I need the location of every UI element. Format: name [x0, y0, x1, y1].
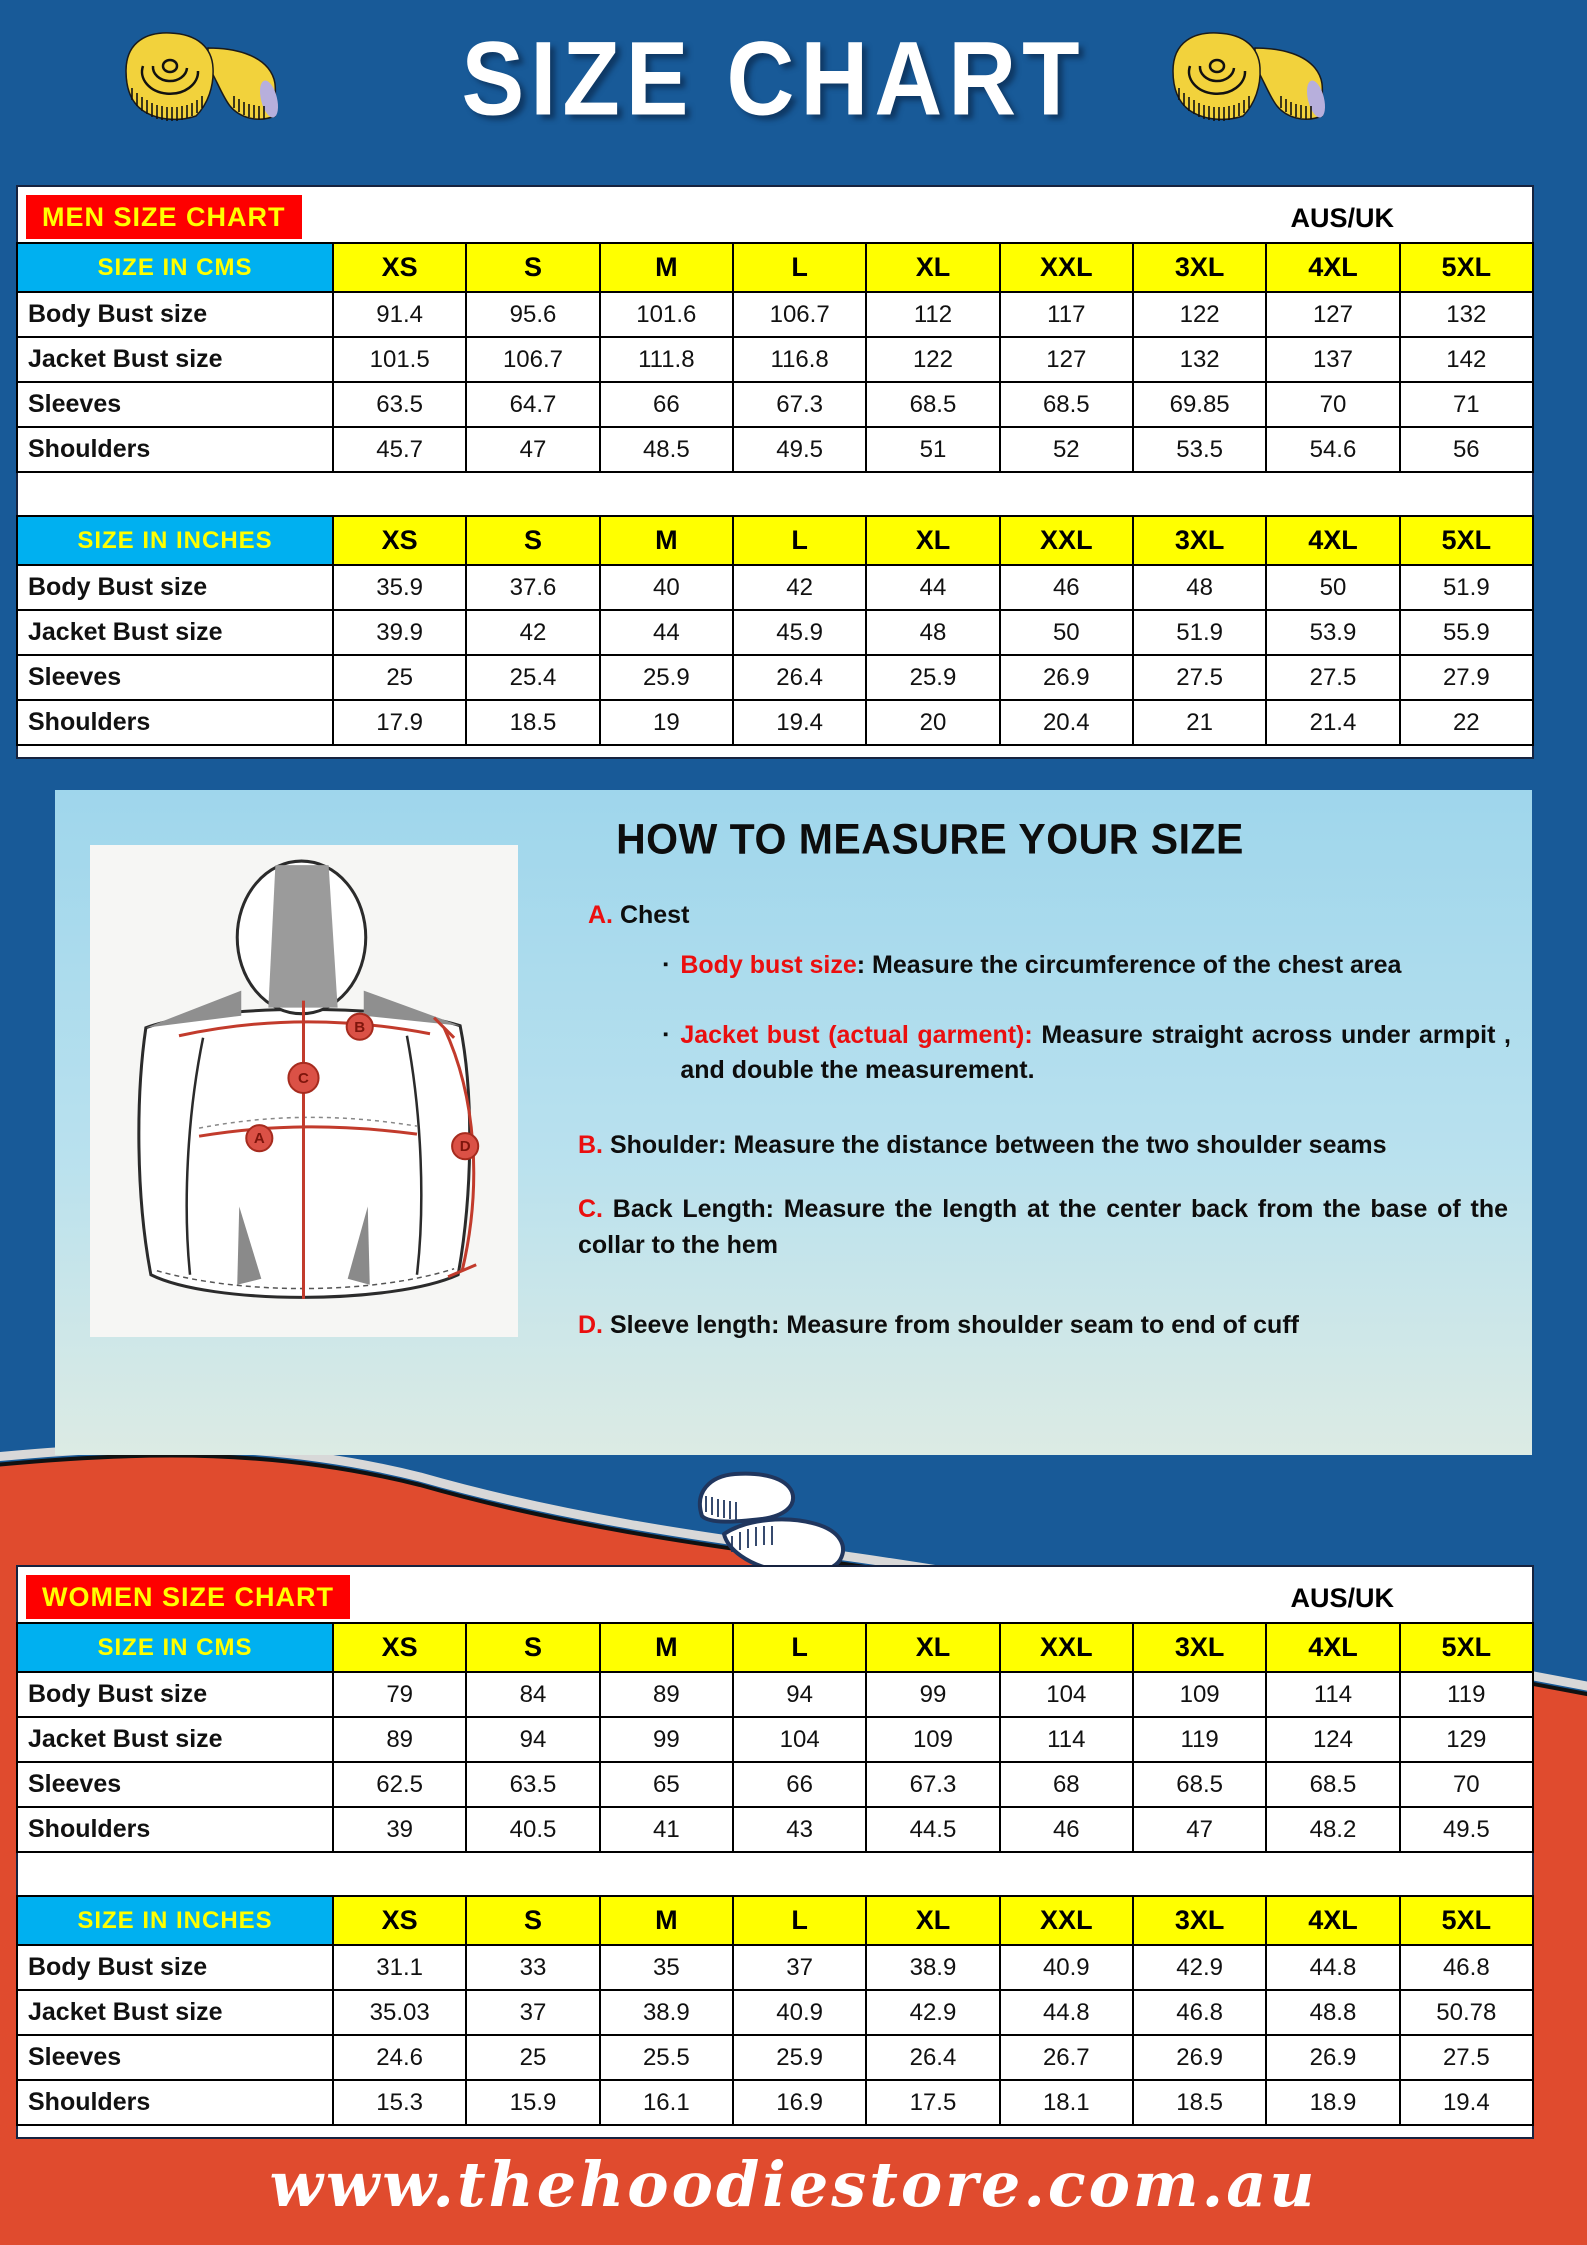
cell: 99 — [866, 1672, 999, 1717]
cell: 25.4 — [466, 655, 599, 700]
size-col-header: M — [600, 243, 733, 292]
unit-header: SIZE IN INCHES — [17, 1896, 333, 1945]
size-col-header: S — [466, 243, 599, 292]
cell: 40 — [600, 565, 733, 610]
cell: 25.9 — [866, 655, 999, 700]
cell: 68.5 — [1133, 1762, 1266, 1807]
cell: 44 — [866, 565, 999, 610]
cell: 48 — [866, 610, 999, 655]
cell: 33 — [466, 1945, 599, 1990]
size-col-header: XXL — [1000, 1623, 1133, 1672]
cell: 44 — [600, 610, 733, 655]
cell: 132 — [1400, 292, 1533, 337]
cell: 49.5 — [733, 427, 866, 472]
cell: 122 — [1133, 292, 1266, 337]
cell: 68.5 — [1000, 382, 1133, 427]
size-col-header: S — [466, 516, 599, 565]
row-label: Shoulders — [17, 2080, 333, 2125]
cell: 19.4 — [1400, 2080, 1533, 2125]
cell: 26.9 — [1266, 2035, 1399, 2080]
bullet-jacket-bust — [663, 1018, 1511, 1087]
jacket-measurement-diagram — [90, 845, 518, 1337]
unit-header: SIZE IN INCHES — [17, 516, 333, 565]
size-col-header: XL — [866, 516, 999, 565]
cell: 26.9 — [1133, 2035, 1266, 2080]
bullet-text: Body bust size: Measure the circumference of the chest area — [680, 951, 1402, 979]
women-chart-banner: WOMEN SIZE CHART — [26, 1575, 350, 1619]
table-row — [17, 2035, 1533, 2080]
cell: 127 — [1000, 337, 1133, 382]
cell: 109 — [866, 1717, 999, 1762]
cell: 24.6 — [333, 2035, 466, 2080]
tape-measure-icon — [688, 1466, 878, 1581]
size-col-header: 4XL — [1266, 516, 1399, 565]
cell: 54.6 — [1266, 427, 1399, 472]
cell: 17.5 — [866, 2080, 999, 2125]
diagram-label-a: A — [253, 1130, 265, 1148]
cell: 15.3 — [333, 2080, 466, 2125]
size-col-header: L — [733, 1623, 866, 1672]
cell: 70 — [1266, 382, 1399, 427]
tape-measure-icon — [1165, 26, 1370, 126]
men-inches-table — [16, 515, 1534, 746]
bullet-square-icon: ▪ — [663, 1026, 669, 1043]
cell: 40.5 — [466, 1807, 599, 1852]
cell: 122 — [866, 337, 999, 382]
size-col-header: 4XL — [1266, 1623, 1399, 1672]
cell: 89 — [333, 1717, 466, 1762]
cell: 56 — [1400, 427, 1533, 472]
diagram-label-c: C — [298, 1069, 309, 1087]
cell: 26.7 — [1000, 2035, 1133, 2080]
cell: 19.4 — [733, 700, 866, 745]
cell: 25.9 — [600, 655, 733, 700]
cell: 68.5 — [1266, 1762, 1399, 1807]
cell: 44.8 — [1000, 1990, 1133, 2035]
cell: 119 — [1400, 1672, 1533, 1717]
cell: 25.5 — [600, 2035, 733, 2080]
cell: 50 — [1266, 565, 1399, 610]
row-label: Shoulders — [17, 1807, 333, 1852]
size-col-header: 3XL — [1133, 243, 1266, 292]
cell: 18.5 — [466, 700, 599, 745]
tape-measure-icon — [118, 26, 323, 126]
cell: 67.3 — [733, 382, 866, 427]
cell: 20.4 — [1000, 700, 1133, 745]
cell: 16.1 — [600, 2080, 733, 2125]
table-row — [17, 292, 1533, 337]
section-a-label: Chest — [619, 901, 690, 929]
cell: 106.7 — [466, 337, 599, 382]
row-label: Jacket Bust size — [17, 610, 333, 655]
cell: 39.9 — [333, 610, 466, 655]
cell: 48.2 — [1266, 1807, 1399, 1852]
cell: 40.9 — [733, 1990, 866, 2035]
cell: 41 — [600, 1807, 733, 1852]
size-col-header: 3XL — [1133, 516, 1266, 565]
size-col-header: XS — [333, 516, 466, 565]
cell: 39 — [333, 1807, 466, 1852]
size-col-header: 4XL — [1266, 243, 1399, 292]
cell: 26.4 — [866, 2035, 999, 2080]
size-col-header: XS — [333, 1623, 466, 1672]
row-label: Body Bust size — [17, 292, 333, 337]
cell: 55.9 — [1400, 610, 1533, 655]
size-col-header: L — [733, 243, 866, 292]
cell: 137 — [1266, 337, 1399, 382]
size-col-header: 5XL — [1400, 1896, 1533, 1945]
cell: 21.4 — [1266, 700, 1399, 745]
cell: 117 — [1000, 292, 1133, 337]
cell: 40.9 — [1000, 1945, 1133, 1990]
size-col-header: M — [600, 1896, 733, 1945]
size-col-header: S — [466, 1623, 599, 1672]
section-d-text: D. Sleeve length: Measure from shoulder seam to end of cuff — [578, 1311, 1299, 1339]
table-row — [17, 1672, 1533, 1717]
size-col-header: L — [733, 1896, 866, 1945]
cell: 17.9 — [333, 700, 466, 745]
cell: 21 — [1133, 700, 1266, 745]
table-row — [17, 565, 1533, 610]
table-row — [17, 1717, 1533, 1762]
section-c-text: C. Back Length: Measure the length at the center back from the base of the collar to the hem — [578, 1195, 1508, 1259]
size-col-header: XS — [333, 243, 466, 292]
cell: 26.9 — [1000, 655, 1133, 700]
how-to-title: HOW TO MEASURE YOUR SIZE — [616, 814, 1244, 864]
cell: 112 — [866, 292, 999, 337]
table-row — [17, 382, 1533, 427]
size-col-header: L — [733, 516, 866, 565]
cell: 46.8 — [1400, 1945, 1533, 1990]
row-label: Sleeves — [17, 1762, 333, 1807]
size-col-header: 3XL — [1133, 1896, 1266, 1945]
cell: 111.8 — [600, 337, 733, 382]
row-label: Body Bust size — [17, 1672, 333, 1717]
cell: 46 — [1000, 1807, 1133, 1852]
table-row — [17, 337, 1533, 382]
cell: 119 — [1133, 1717, 1266, 1762]
cell: 35.9 — [333, 565, 466, 610]
cell: 127 — [1266, 292, 1399, 337]
cell: 42.9 — [866, 1990, 999, 2035]
cell: 91.4 — [333, 292, 466, 337]
cell: 101.5 — [333, 337, 466, 382]
cell: 68 — [1000, 1762, 1133, 1807]
size-col-header: XXL — [1000, 1896, 1133, 1945]
size-col-header: XXL — [1000, 516, 1133, 565]
cell: 142 — [1400, 337, 1533, 382]
cell: 43 — [733, 1807, 866, 1852]
region-label: AUS/UK — [1290, 203, 1394, 233]
cell: 66 — [733, 1762, 866, 1807]
row-label: Jacket Bust size — [17, 1990, 333, 2035]
size-col-header: 4XL — [1266, 1896, 1399, 1945]
cell: 37.6 — [466, 565, 599, 610]
cell: 42.9 — [1133, 1945, 1266, 1990]
women-cms-table — [16, 1622, 1534, 1853]
cell: 27.9 — [1400, 655, 1533, 700]
size-col-header: XXL — [1000, 243, 1133, 292]
cell: 49.5 — [1400, 1807, 1533, 1852]
cell: 46 — [1000, 565, 1133, 610]
cell: 37 — [733, 1945, 866, 1990]
size-col-header: 5XL — [1400, 1623, 1533, 1672]
cell: 116.8 — [733, 337, 866, 382]
cell: 95.6 — [466, 292, 599, 337]
cell: 53.5 — [1133, 427, 1266, 472]
cell: 106.7 — [733, 292, 866, 337]
cell: 129 — [1400, 1717, 1533, 1762]
cell: 50 — [1000, 610, 1133, 655]
row-label: Sleeves — [17, 382, 333, 427]
men-chart-banner: MEN SIZE CHART — [26, 195, 302, 239]
cell: 38.9 — [866, 1945, 999, 1990]
unit-header: SIZE IN CMS — [17, 243, 333, 292]
men-cms-table — [16, 242, 1534, 473]
cell: 51.9 — [1400, 565, 1533, 610]
size-col-header: S — [466, 1896, 599, 1945]
cell: 84 — [466, 1672, 599, 1717]
cell: 71 — [1400, 382, 1533, 427]
cell: 64.7 — [466, 382, 599, 427]
cell: 37 — [466, 1990, 599, 2035]
cell: 114 — [1266, 1672, 1399, 1717]
cell: 18.5 — [1133, 2080, 1266, 2125]
row-label: Sleeves — [17, 655, 333, 700]
women-inches-table — [16, 1895, 1534, 2126]
cell: 25.9 — [733, 2035, 866, 2080]
cell: 20 — [866, 700, 999, 745]
cell: 63.5 — [466, 1762, 599, 1807]
table-row — [17, 1762, 1533, 1807]
page-title: SIZE CHART — [461, 19, 1086, 137]
how-to-measure-panel — [55, 790, 1532, 1455]
cell: 114 — [1000, 1717, 1133, 1762]
diagram-label-d: D — [459, 1138, 471, 1156]
row-label: Jacket Bust size — [17, 337, 333, 382]
cell: 67.3 — [866, 1762, 999, 1807]
row-label: Shoulders — [17, 427, 333, 472]
cell: 70 — [1400, 1762, 1533, 1807]
cell: 63.5 — [333, 382, 466, 427]
size-col-header: XL — [866, 243, 999, 292]
cell: 26.4 — [733, 655, 866, 700]
cell: 48.5 — [600, 427, 733, 472]
cell: 27.5 — [1400, 2035, 1533, 2080]
bullet-body-bust — [663, 948, 1511, 983]
men-size-chart-panel — [16, 185, 1534, 759]
cell: 35 — [600, 1945, 733, 1990]
cell: 124 — [1266, 1717, 1399, 1762]
row-label: Shoulders — [17, 700, 333, 745]
cell: 51.9 — [1133, 610, 1266, 655]
table-row — [17, 427, 1533, 472]
cell: 62.5 — [333, 1762, 466, 1807]
region-label: AUS/UK — [1290, 1583, 1394, 1613]
cell: 47 — [466, 427, 599, 472]
size-col-header: XL — [866, 1623, 999, 1672]
cell: 15.9 — [466, 2080, 599, 2125]
size-col-header: M — [600, 516, 733, 565]
cell: 31.1 — [333, 1945, 466, 1990]
cell: 65 — [600, 1762, 733, 1807]
table-row — [17, 1807, 1533, 1852]
row-label: Sleeves — [17, 2035, 333, 2080]
cell: 101.6 — [600, 292, 733, 337]
row-label: Jacket Bust size — [17, 1717, 333, 1762]
cell: 51 — [866, 427, 999, 472]
section-b-text: B. Shoulder: Measure the distance between the two shoulder seams — [578, 1131, 1387, 1159]
diagram-label-b: B — [354, 1018, 366, 1036]
row-label: Body Bust size — [17, 1945, 333, 1990]
cell: 42 — [466, 610, 599, 655]
bullet-square-icon: ▪ — [663, 956, 669, 973]
cell: 89 — [600, 1672, 733, 1717]
size-col-header: XL — [866, 1896, 999, 1945]
cell: 66 — [600, 382, 733, 427]
cell: 35.03 — [333, 1990, 466, 2035]
section-a-heading — [588, 898, 689, 934]
cell: 48.8 — [1266, 1990, 1399, 2035]
bullet-text: Jacket bust (actual garment): Measure straight across under armpit , and double the measurement. — [680, 1021, 1511, 1084]
cell: 104 — [1000, 1672, 1133, 1717]
size-col-header: 5XL — [1400, 516, 1533, 565]
size-col-header: M — [600, 1623, 733, 1672]
cell: 46.8 — [1133, 1990, 1266, 2035]
cell: 18.1 — [1000, 2080, 1133, 2125]
cell: 25 — [466, 2035, 599, 2080]
cell: 44.5 — [866, 1807, 999, 1852]
size-col-header: 5XL — [1400, 243, 1533, 292]
cell: 47 — [1133, 1807, 1266, 1852]
cell: 38.9 — [600, 1990, 733, 2035]
cell: 50.78 — [1400, 1990, 1533, 2035]
cell: 94 — [466, 1717, 599, 1762]
cell: 19 — [600, 700, 733, 745]
cell: 42 — [733, 565, 866, 610]
cell: 94 — [733, 1672, 866, 1717]
cell: 45.7 — [333, 427, 466, 472]
size-col-header: 3XL — [1133, 1623, 1266, 1672]
table-row — [17, 1945, 1533, 1990]
table-row — [17, 700, 1533, 745]
row-label: Body Bust size — [17, 565, 333, 610]
cell: 44.8 — [1266, 1945, 1399, 1990]
cell: 45.9 — [733, 610, 866, 655]
size-col-header: XS — [333, 1896, 466, 1945]
cell: 22 — [1400, 700, 1533, 745]
women-size-chart-panel — [16, 1565, 1534, 2139]
cell: 53.9 — [1266, 610, 1399, 655]
unit-header: SIZE IN CMS — [17, 1623, 333, 1672]
cell: 109 — [1133, 1672, 1266, 1717]
cell: 69.85 — [1133, 382, 1266, 427]
section-a-prefix: A. — [588, 901, 613, 929]
cell: 68.5 — [866, 382, 999, 427]
cell: 25 — [333, 655, 466, 700]
store-website-url: www.thehoodiestore.com.au — [269, 2148, 1318, 2221]
table-row — [17, 2080, 1533, 2125]
table-row — [17, 1990, 1533, 2035]
cell: 52 — [1000, 427, 1133, 472]
cell: 18.9 — [1266, 2080, 1399, 2125]
cell: 104 — [733, 1717, 866, 1762]
table-row — [17, 655, 1533, 700]
cell: 16.9 — [733, 2080, 866, 2125]
cell: 79 — [333, 1672, 466, 1717]
cell: 48 — [1133, 565, 1266, 610]
cell: 132 — [1133, 337, 1266, 382]
cell: 27.5 — [1133, 655, 1266, 700]
hoodie-back-diagram — [90, 845, 518, 1337]
cell: 99 — [600, 1717, 733, 1762]
cell: 27.5 — [1266, 655, 1399, 700]
table-row — [17, 610, 1533, 655]
